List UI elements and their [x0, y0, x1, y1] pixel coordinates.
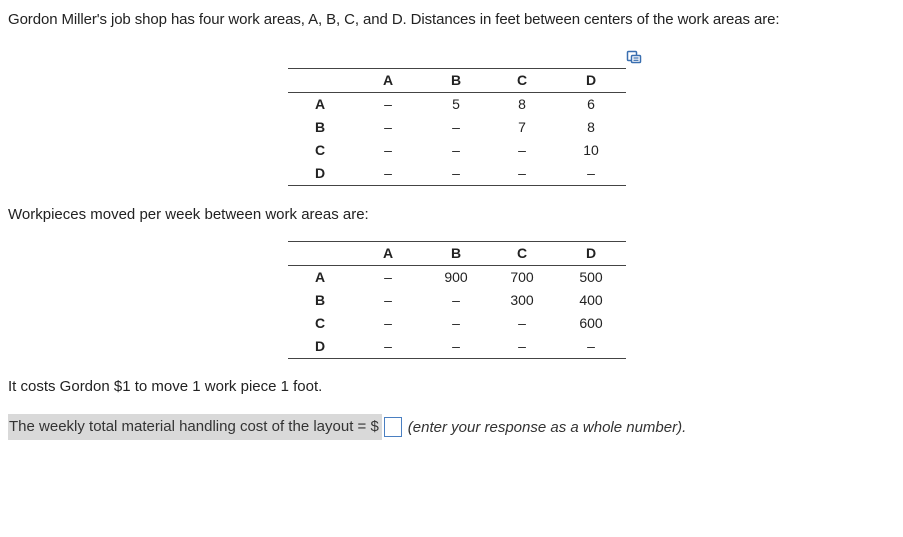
table-cell: 8: [518, 96, 526, 112]
row-header: D: [288, 162, 352, 186]
column-header-b: B: [424, 242, 488, 266]
table-cell: –: [488, 335, 556, 359]
table-row: [288, 162, 626, 186]
table-cell: –: [488, 162, 556, 186]
table-cell: –: [384, 96, 392, 112]
row-header: C: [314, 315, 326, 331]
table-cell: 700: [510, 269, 534, 285]
table-cell: 6: [587, 96, 595, 112]
table-cell: 300: [510, 292, 534, 308]
table-row: [288, 139, 626, 162]
flow-table: [288, 241, 626, 359]
column-header-c: C: [488, 242, 556, 266]
table-cell: –: [352, 335, 424, 359]
problem-intro: Gordon Miller's job shop has four work areas, A, B, C, and D. Distances in feet between centers of the work areas are:: [8, 11, 780, 28]
column-header-d: D: [556, 242, 626, 266]
column-header-d: D: [556, 69, 626, 93]
column-header-c: C: [488, 69, 556, 93]
column-header-blank: [288, 69, 352, 93]
table-cell: 5: [452, 96, 460, 112]
table-cell: –: [518, 315, 526, 331]
copy-to-clipboard-icon[interactable]: [626, 49, 642, 65]
table-row: [288, 312, 626, 335]
table-cell: 500: [579, 269, 603, 285]
table-row: [288, 335, 626, 359]
table-cell: –: [452, 315, 460, 331]
row-header: A: [314, 269, 326, 285]
table-cell: 900: [444, 269, 468, 285]
table-cell: –: [424, 335, 488, 359]
table-cell: –: [424, 162, 488, 186]
table-cell: –: [556, 162, 626, 186]
table-cell: 600: [579, 315, 603, 331]
table-cell: 7: [518, 119, 526, 135]
table-cell: –: [352, 162, 424, 186]
row-header: D: [288, 335, 352, 359]
distance-table: [288, 68, 626, 186]
table-cell: 8: [587, 119, 595, 135]
table-cell: 10: [583, 142, 599, 158]
column-header-b: B: [424, 69, 488, 93]
column-header-a: A: [352, 69, 424, 93]
table-cell: –: [518, 142, 526, 158]
question-label: The weekly total material handling cost of the layout = $: [8, 414, 382, 440]
answer-input[interactable]: [384, 417, 402, 437]
table-cell: 400: [579, 292, 603, 308]
table-row: [288, 289, 626, 312]
row-header: B: [314, 119, 326, 135]
table-cell: –: [556, 335, 626, 359]
table-header-row: [288, 242, 626, 266]
table-cell: –: [384, 269, 392, 285]
answer-hint: (enter your response as a whole number).: [407, 418, 687, 436]
table-row: [288, 93, 626, 117]
table-row: [288, 266, 626, 290]
row-header: A: [314, 96, 326, 112]
cost-note: It costs Gordon $1 to move 1 work piece 1 foot.: [8, 378, 323, 395]
column-header-blank: [288, 242, 352, 266]
row-header: B: [314, 292, 326, 308]
table-cell: –: [452, 142, 460, 158]
table-cell: –: [384, 119, 392, 135]
column-header-a: A: [352, 242, 424, 266]
table-row: [288, 116, 626, 139]
table-cell: –: [452, 119, 460, 135]
flow-heading: Workpieces moved per week between work areas are:: [8, 206, 369, 223]
table-header-row: [288, 69, 626, 93]
row-header: C: [314, 142, 326, 158]
table-cell: –: [452, 292, 460, 308]
table-cell: –: [384, 315, 392, 331]
table-cell: –: [384, 142, 392, 158]
table-cell: –: [384, 292, 392, 308]
question-row: [8, 414, 686, 440]
